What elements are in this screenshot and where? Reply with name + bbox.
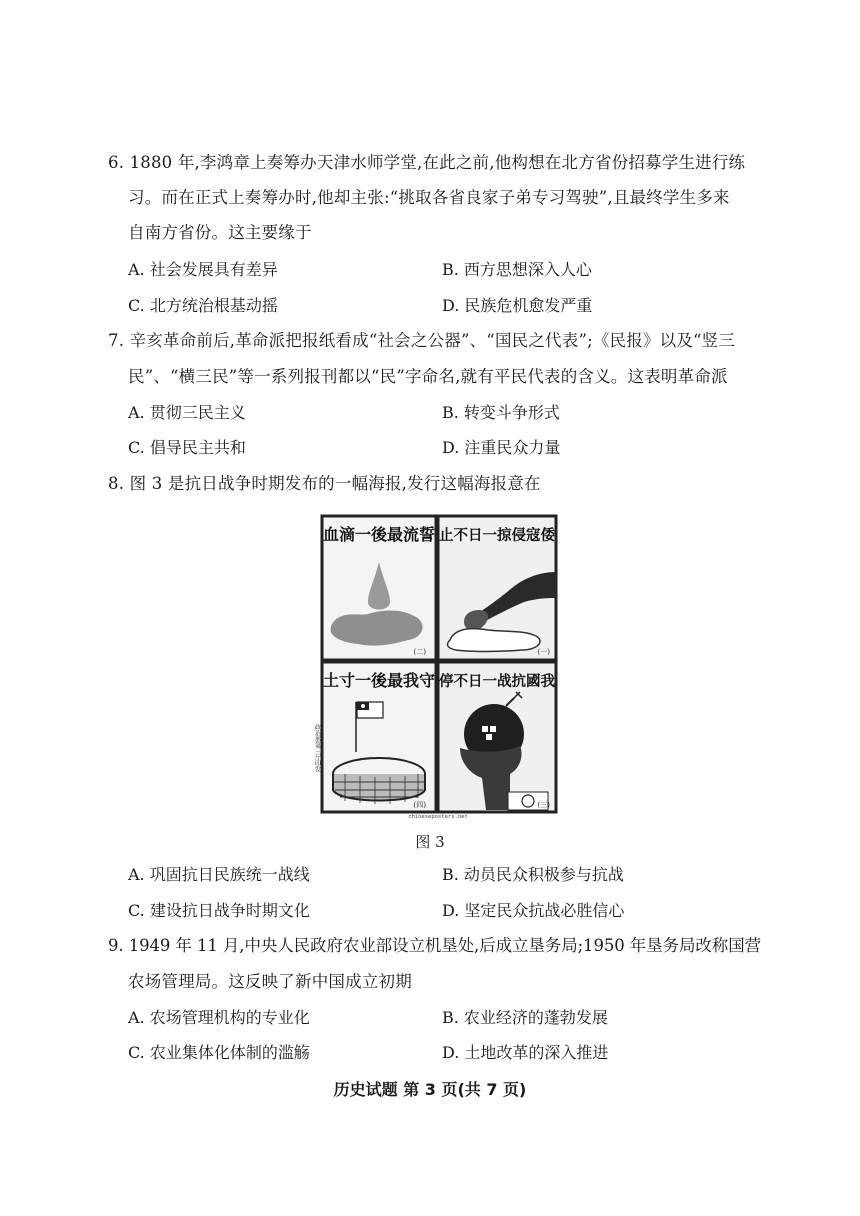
poster-side-note: 政治部第三厅印发 [313,724,321,772]
poster-watermark: chineseposters.net [408,814,468,820]
poster-figure [310,512,562,820]
q9-option-c: C. 农业集体化体制的滥觞 [128,1043,310,1062]
q7-stem-line1: 7. 辛亥革命前后,革命派把报纸看成“社会之公器”、“国民之代表”;《民报》以及“竖三 [108,331,736,350]
q8-option-a: A. 巩固抗日民族统一战线 [128,865,310,884]
poster-number-3: (四) [413,801,426,809]
poster-number-1: (二) [413,648,426,656]
q9-option-b: B. 农业经济的蓬勃发展 [442,1008,608,1027]
q7-stem-line2: 民”、“横三民”等一系列报刊都以“民”字命名,就有平民代表的含义。这表明革命派 [128,367,728,386]
page-footer: 历史试题 第 3 页(共 7 页) [333,1080,527,1099]
q8-option-d: D. 坚定民众抗战必胜信心 [442,901,625,920]
poster-slogan-1: 血滴一後最流誓 [322,525,436,544]
q6-stem-line2: 习。而在正式上奏筹办时,他却主张:“挑取各省良家子弟专习驾驶”,且最终学生多来 [128,188,730,207]
q6-stem-line3: 自南方省份。这主要缘于 [128,223,312,242]
poster-slogan-4: 停不日一战抗國我 [439,674,555,690]
q6-option-c: C. 北方统治根基动摇 [128,296,278,315]
poster-number-4: (三) [537,801,550,809]
q7-option-c: C. 倡导民主共和 [128,438,246,457]
q6-stem-line1: 6. 1880 年,李鸿章上奏筹办天津水师学堂,在此之前,他构想在北方省份招募学生进行练 [108,153,746,172]
q6-option-d: D. 民族危机愈发严重 [442,296,593,315]
q6-option-b: B. 西方思想深入人心 [442,260,592,279]
q9-stem-line1: 9. 1949 年 11 月,中央人民政府农业部设立机垦处,后成立垦务局;1950 年垦务局改称国营 [108,936,761,955]
q8-option-c: C. 建设抗日战争时期文化 [128,901,310,920]
q9-option-d: D. 土地改革的深入推进 [442,1043,609,1062]
q6-option-a: A. 社会发展具有差异 [128,260,278,279]
q7-option-d: D. 注重民众力量 [442,438,561,457]
q7-option-b: B. 转变斗争形式 [442,403,560,422]
q9-option-a: A. 农场管理机构的专业化 [128,1008,310,1027]
q9-stem-line2: 农场管理局。这反映了新中国成立初期 [128,972,412,991]
poster-number-2: (一) [537,648,550,656]
q7-option-a: A. 贯彻三民主义 [128,403,246,422]
poster-slogan-3: 土寸一後最我守 [322,671,436,690]
figure-caption: 图 3 [415,833,445,851]
q8-stem-line1: 8. 图 3 是抗日战争时期发布的一幅海报,发行这幅海报意在 [108,474,541,493]
poster-slogan-2: 止不日一掠侵寇倭 [439,528,555,544]
q8-option-b: B. 动员民众积极参与抗战 [442,865,624,884]
